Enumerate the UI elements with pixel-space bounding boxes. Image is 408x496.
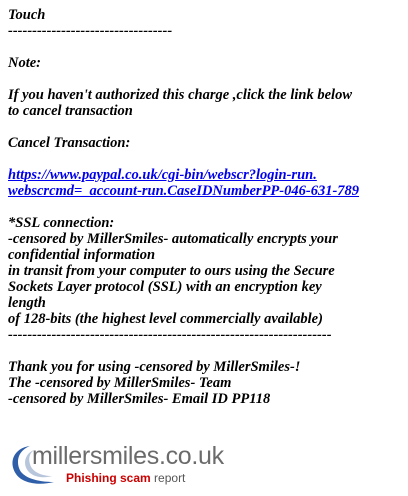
note-label: Note: (8, 55, 42, 71)
notice-line-1: If you haven't authorized this charge ,click the link below (8, 87, 352, 103)
logo-wordmark: millersmiles.co.uk (32, 442, 224, 470)
ssl-line-2: confidential information (8, 247, 156, 263)
tagline-phishing: Phishing scam (66, 471, 151, 485)
cancel-link-line-2[interactable]: webscrcmd=_account-run.CaseIDNumberPP-046-631-789 (8, 183, 360, 199)
tagline-report: report (154, 471, 186, 485)
greeting-text: Touch (8, 7, 46, 23)
thanks-line-3: -censored by MillerSmiles- Email ID PP118 (8, 391, 271, 407)
divider-short: ---------------------------------- (8, 23, 173, 39)
logo-tagline (66, 471, 185, 485)
email-body (8, 7, 404, 407)
ssl-line-5: length (8, 295, 46, 311)
cancel-link-line-1[interactable]: https://www.paypal.co.uk/cgi-bin/webscr?login-run. (8, 167, 317, 183)
ssl-line-1: -censored by MillerSmiles- automatically encrypts your (8, 231, 338, 247)
cancel-transaction-label: Cancel Transaction: (8, 135, 131, 151)
ssl-line-6: of 128-bits (the highest level commercially available) (8, 311, 323, 327)
divider-long: ------------------------------------------------------------------- (8, 327, 332, 343)
ssl-line-4: Sockets Layer protocol (SSL) with an encryption key (8, 279, 322, 295)
ssl-line-3: in transit from your computer to ours using the Secure (8, 263, 335, 279)
notice-line-2: to cancel transaction (8, 103, 133, 119)
thanks-line-2: The -censored by MillerSmiles- Team (8, 375, 232, 391)
thanks-line-1: Thank you for using -censored by MillerSmiles-! (8, 359, 301, 375)
millersmiles-logo (8, 438, 268, 488)
ssl-label: *SSL connection: (8, 215, 115, 231)
